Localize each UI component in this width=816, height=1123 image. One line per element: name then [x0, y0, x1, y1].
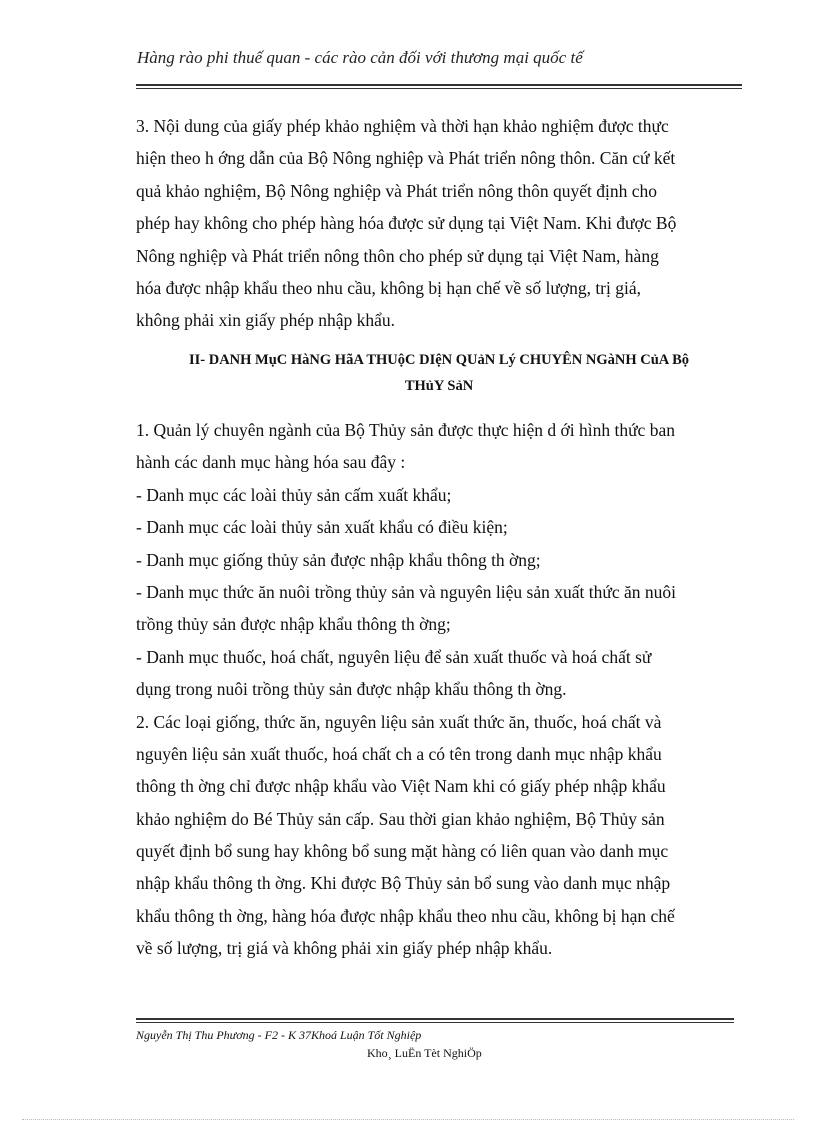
section-heading-line: THủY SảN — [404, 378, 474, 394]
paragraph-2 — [136, 414, 742, 965]
text-line: quả khảo nghiệm, Bộ Nông nghiệp và Phát triển nông thôn quyết định cho — [136, 180, 658, 201]
text-line: về số lượng, trị giá và không phải xin giấy phép nhập khẩu. — [136, 938, 553, 959]
text-line: 1. Quản lý chuyên ngành của Bộ Thủy sản được thực hiện d ới hình thức ban — [136, 420, 675, 440]
footer-doc-title: Kho¸ LuËn Tèt NghiÖp — [367, 1046, 482, 1060]
text-line: phép hay không cho phép hàng hóa được sử dụng tại Việt Nam. Khi được Bộ — [136, 213, 677, 234]
text-line: dụng trong nuôi trồng thủy sản được nhập khẩu thông th ờng. — [136, 679, 567, 700]
text-line: - Danh mục thuốc, hoá chất, nguyên liệu để sản xuất thuốc và hoá chất sử — [136, 646, 652, 667]
text-line: nhập khẩu thông th ờng. Khi được Bộ Thủy sản bổ sung vào danh mục nhập — [136, 873, 671, 894]
section-heading-line: II- DANH MụC HàNG HãA THUộC DIệN QUảN Lý CHUYÊN NGàNH CủA Bộ — [188, 352, 690, 368]
text-line: - Danh mục các loài thủy sản xuất khẩu có điều kiện; — [136, 517, 508, 538]
text-line: trồng thủy sản được nhập khẩu thông th ờng; — [136, 614, 451, 635]
text-line: - Danh mục các loài thủy sản cấm xuất khẩu; — [136, 484, 452, 505]
paragraph-1 — [136, 110, 742, 337]
text-line: hiện theo h ớng dẫn của Bộ Nông nghiệp và Phát triển nông thôn. Căn cứ kết — [136, 148, 676, 169]
text-line: 3. Nội dung của giấy phép khảo nghiệm và thời hạn khảo nghiệm được thực — [136, 116, 669, 136]
text-line: thông th ờng chỉ được nhập khẩu vào Việt Nam khi có giấy phép nhập khẩu — [136, 776, 666, 797]
text-line: không phải xin giấy phép nhập khẩu. — [136, 310, 396, 331]
text-line: 2. Các loại giống, thức ăn, nguyên liệu sản xuất thức ăn, thuốc, hoá chất và — [136, 711, 662, 732]
page-bottom-border — [22, 1119, 794, 1120]
footer-rule — [136, 1018, 734, 1020]
section-heading — [136, 347, 742, 399]
text-line: nguyên liệu sản xuất thuốc, hoá chất ch a có tên trong danh mục nhập khẩu — [136, 743, 662, 764]
text-line: Nông nghiệp và Phát triển nông thôn cho phép sử dụng tại Việt Nam, hàng — [136, 245, 659, 266]
text-line: - Danh mục thức ăn nuôi trồng thủy sản và nguyên liệu sản xuất thức ăn nuôi — [136, 581, 676, 602]
text-line: khẩu thông th ờng, hàng hóa được nhập khẩu theo nhu cầu, không bị hạn chế — [136, 905, 675, 926]
header-rule — [136, 84, 742, 86]
text-line: - Danh mục giống thủy sản được nhập khẩu thông th ờng; — [136, 549, 541, 570]
text-line: khảo nghiệm do Bé Thủy sản cấp. Sau thời gian khảo nghiệm, Bộ Thủy sản — [136, 808, 665, 829]
page-header: Hàng rào phi thuế quan - các rào cản đối với thương mại quốc tế — [137, 48, 583, 67]
text-line: quyết định bổ sung hay không bổ sung mặt hàng có liên quan vào danh mục — [136, 841, 669, 862]
footer-author: Nguyễn Thị Thu Phương - F2 - K 37Khoá Luận Tốt Nghiệp — [136, 1028, 422, 1042]
text-line: hành các danh mục hàng hóa sau đây : — [136, 452, 406, 473]
text-line: hóa được nhập khẩu theo nhu cầu, không bị hạn chế về số lượng, trị giá, — [136, 277, 641, 298]
